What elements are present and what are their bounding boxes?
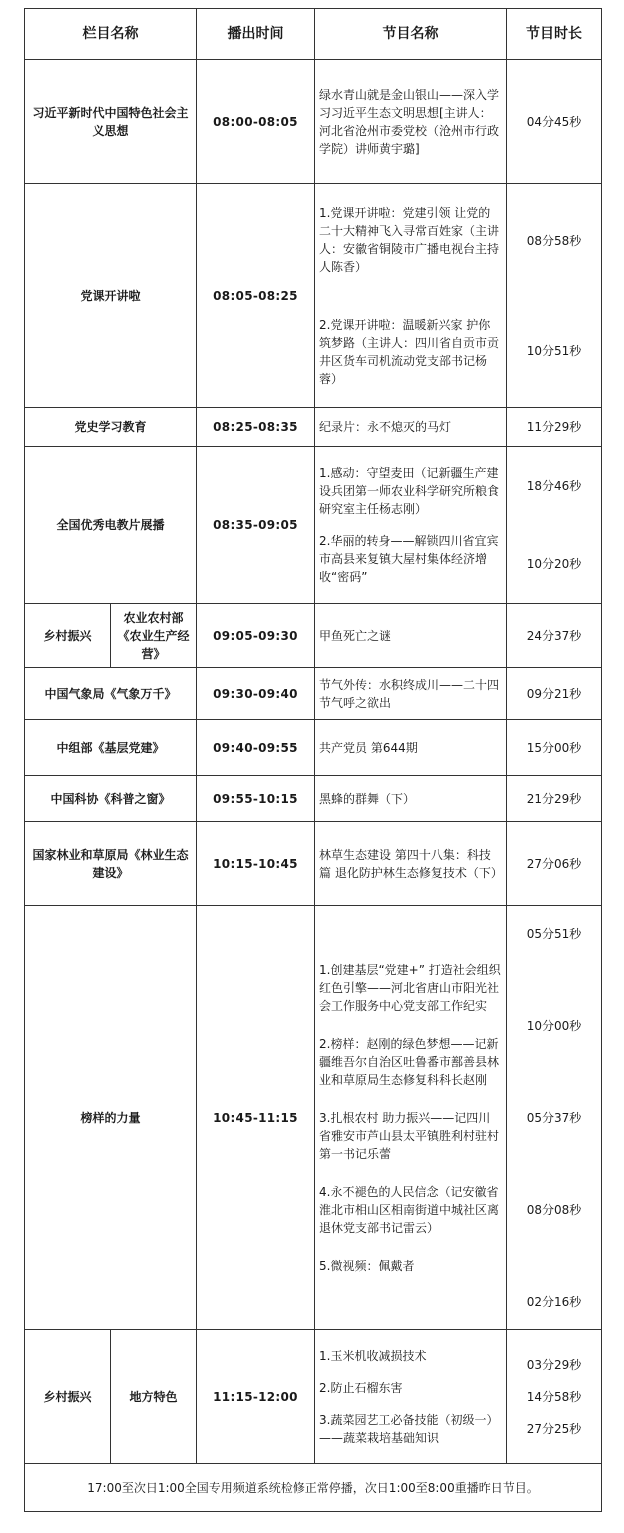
column-name: 中国气象局《气象万千》 bbox=[25, 668, 197, 720]
program-item: 1.玉米机收减损技术 bbox=[319, 1348, 427, 1363]
program-item: 1.党课开讲啦：党建引领 让党的二十大精神飞入寻常百姓家（主讲人：安徽省铜陵市广播电视台主持人陈香） bbox=[319, 205, 500, 274]
air-time: 09:40-09:55 bbox=[197, 720, 315, 776]
table-row bbox=[25, 720, 602, 776]
duration bbox=[507, 720, 602, 776]
column-name: 国家林业和草原局《林业生态建设》 bbox=[25, 822, 197, 906]
column-name-primary: 乡村振兴 bbox=[25, 1330, 111, 1464]
program-item: 1.创建基层“党建+” 打造社会组织红色引擎——河北省唐山市阳光社会工作服务中心党支部工作纪实 bbox=[319, 962, 501, 1013]
duration bbox=[507, 604, 602, 668]
duration-value: 27分06秒 bbox=[526, 856, 582, 871]
air-time: 08:05-08:25 bbox=[197, 184, 315, 408]
program-item: 5.微视频：佩戴者 bbox=[319, 1258, 415, 1273]
footer-row bbox=[25, 1464, 602, 1512]
duration bbox=[507, 447, 602, 604]
duration bbox=[507, 776, 602, 822]
program-item: 林草生态建设 第四十八集：科技篇 退化防护林生态修复技术（下） bbox=[319, 847, 503, 880]
table-row bbox=[25, 60, 602, 184]
column-name: 党史学习教育 bbox=[25, 408, 197, 447]
table-row bbox=[25, 668, 602, 720]
program-name bbox=[315, 822, 507, 906]
air-time: 11:15-12:00 bbox=[197, 1330, 315, 1464]
duration-value: 08分08秒 bbox=[526, 1202, 582, 1217]
program-item: 绿水青山就是金山银山——深入学习习近平生态文明思想[主讲人：河北省沧州市委党校（沧州市行政学院）讲师黄宇璐] bbox=[319, 87, 500, 156]
air-time: 08:25-08:35 bbox=[197, 408, 315, 447]
air-time: 09:30-09:40 bbox=[197, 668, 315, 720]
program-item: 2.华丽的转身——解锁四川省宜宾市高县来复镇大屋村集体经济增收“密码” bbox=[319, 534, 499, 584]
duration-value: 10分20秒 bbox=[526, 557, 582, 571]
duration-value: 21分29秒 bbox=[526, 791, 582, 806]
program-item: 甲鱼死亡之谜 bbox=[319, 628, 392, 643]
duration bbox=[507, 822, 602, 906]
duration bbox=[507, 1330, 602, 1464]
air-time: 10:15-10:45 bbox=[197, 822, 315, 906]
header-program-name: 节目名称 bbox=[315, 9, 507, 60]
program-name bbox=[315, 60, 507, 184]
header-duration: 节目时长 bbox=[507, 9, 602, 60]
duration-value: 05分37秒 bbox=[526, 1110, 582, 1125]
program-item: 1.感动：守望麦田（记新疆生产建设兵团第一师农业科学研究所粮食研究室主任杨志刚） bbox=[319, 466, 500, 516]
program-name bbox=[315, 720, 507, 776]
program-item: 4.永不褪色的人民信念（记安徽省淮北市相山区相南街道中城社区离退休党支部书记雷云） bbox=[319, 1184, 500, 1235]
table-row bbox=[25, 447, 602, 604]
schedule-table bbox=[24, 8, 602, 1512]
program-item: 黑蜂的群舞（下） bbox=[319, 791, 416, 806]
duration-value: 24分37秒 bbox=[526, 628, 582, 643]
program-name bbox=[315, 604, 507, 668]
duration-value: 27分25秒 bbox=[526, 1421, 582, 1436]
program-name bbox=[315, 184, 507, 408]
footer-note: 17:00至次日1:00全国专用频道系统检修正常停播，次日1:00至8:00重播昨日节目。 bbox=[25, 1464, 602, 1512]
program-name bbox=[315, 668, 507, 720]
header-air-time: 播出时间 bbox=[197, 9, 315, 60]
air-time: 10:45-11:15 bbox=[197, 906, 315, 1330]
program-name bbox=[315, 1330, 507, 1464]
program-item: 2.党课开讲啦：温暖新兴家 护你筑梦路（主讲人：四川省自贡市贡井区货车司机流动党支部书记杨蓉） bbox=[319, 317, 500, 386]
program-item: 节气外传：水积终成川——二十四节气呼之欲出 bbox=[319, 677, 500, 710]
column-name: 中组部《基层党建》 bbox=[25, 720, 197, 776]
duration-value: 08分58秒 bbox=[526, 233, 582, 248]
duration-value: 10分51秒 bbox=[526, 343, 582, 358]
column-name-secondary: 农业农村部《农业生产经营》 bbox=[111, 604, 197, 668]
table-row bbox=[25, 1330, 602, 1464]
table-row bbox=[25, 822, 602, 906]
duration-value: 10分00秒 bbox=[526, 1018, 582, 1033]
table-row bbox=[25, 906, 602, 1330]
program-name bbox=[315, 906, 507, 1330]
duration-value: 18分46秒 bbox=[526, 479, 582, 493]
duration bbox=[507, 668, 602, 720]
air-time: 08:00-08:05 bbox=[197, 60, 315, 184]
header-row bbox=[25, 9, 602, 60]
table-row bbox=[25, 408, 602, 447]
program-item: 3.蔬菜园艺工必备技能（初级一）——蔬菜栽培基础知识 bbox=[319, 1412, 499, 1445]
duration bbox=[507, 184, 602, 408]
duration-value: 02分16秒 bbox=[526, 1294, 582, 1309]
duration-value: 03分29秒 bbox=[526, 1357, 582, 1372]
duration-value: 05分51秒 bbox=[526, 926, 582, 941]
table-row bbox=[25, 604, 602, 668]
duration bbox=[507, 906, 602, 1330]
column-name-secondary: 地方特色 bbox=[111, 1330, 197, 1464]
program-name bbox=[315, 776, 507, 822]
column-name: 习近平新时代中国特色社会主义思想 bbox=[25, 60, 197, 184]
duration-value: 04分45秒 bbox=[526, 114, 582, 129]
column-name: 全国优秀电教片展播 bbox=[25, 447, 197, 604]
program-item: 2.防止石榴东害 bbox=[319, 1380, 403, 1395]
program-item: 3.扎根农村 助力振兴——记四川省雅安市芦山县太平镇胜利村驻村第一书记乐蕾 bbox=[319, 1110, 500, 1161]
program-name bbox=[315, 447, 507, 604]
column-name-primary: 乡村振兴 bbox=[25, 604, 111, 668]
duration bbox=[507, 60, 602, 184]
column-name: 党课开讲啦 bbox=[25, 184, 197, 408]
duration-value: 11分29秒 bbox=[526, 420, 582, 434]
program-name bbox=[315, 408, 507, 447]
column-name: 中国科协《科普之窗》 bbox=[25, 776, 197, 822]
table-row bbox=[25, 184, 602, 408]
table-row bbox=[25, 776, 602, 822]
column-name: 榜样的力量 bbox=[25, 906, 197, 1330]
duration-value: 15分00秒 bbox=[526, 740, 582, 755]
duration-value: 09分21秒 bbox=[526, 686, 582, 701]
duration-value: 14分58秒 bbox=[526, 1389, 582, 1404]
air-time: 09:05-09:30 bbox=[197, 604, 315, 668]
header-column-name: 栏目名称 bbox=[25, 9, 197, 60]
program-item: 纪录片：永不熄灭的马灯 bbox=[319, 420, 452, 434]
program-item: 共产党员 第644期 bbox=[319, 740, 418, 755]
air-time: 09:55-10:15 bbox=[197, 776, 315, 822]
duration bbox=[507, 408, 602, 447]
air-time: 08:35-09:05 bbox=[197, 447, 315, 604]
program-item: 2.榜样：赵刚的绿色梦想——记新疆维吾尔自治区吐鲁番市鄯善县林业和草原局生态修复科科长赵刚 bbox=[319, 1036, 500, 1087]
